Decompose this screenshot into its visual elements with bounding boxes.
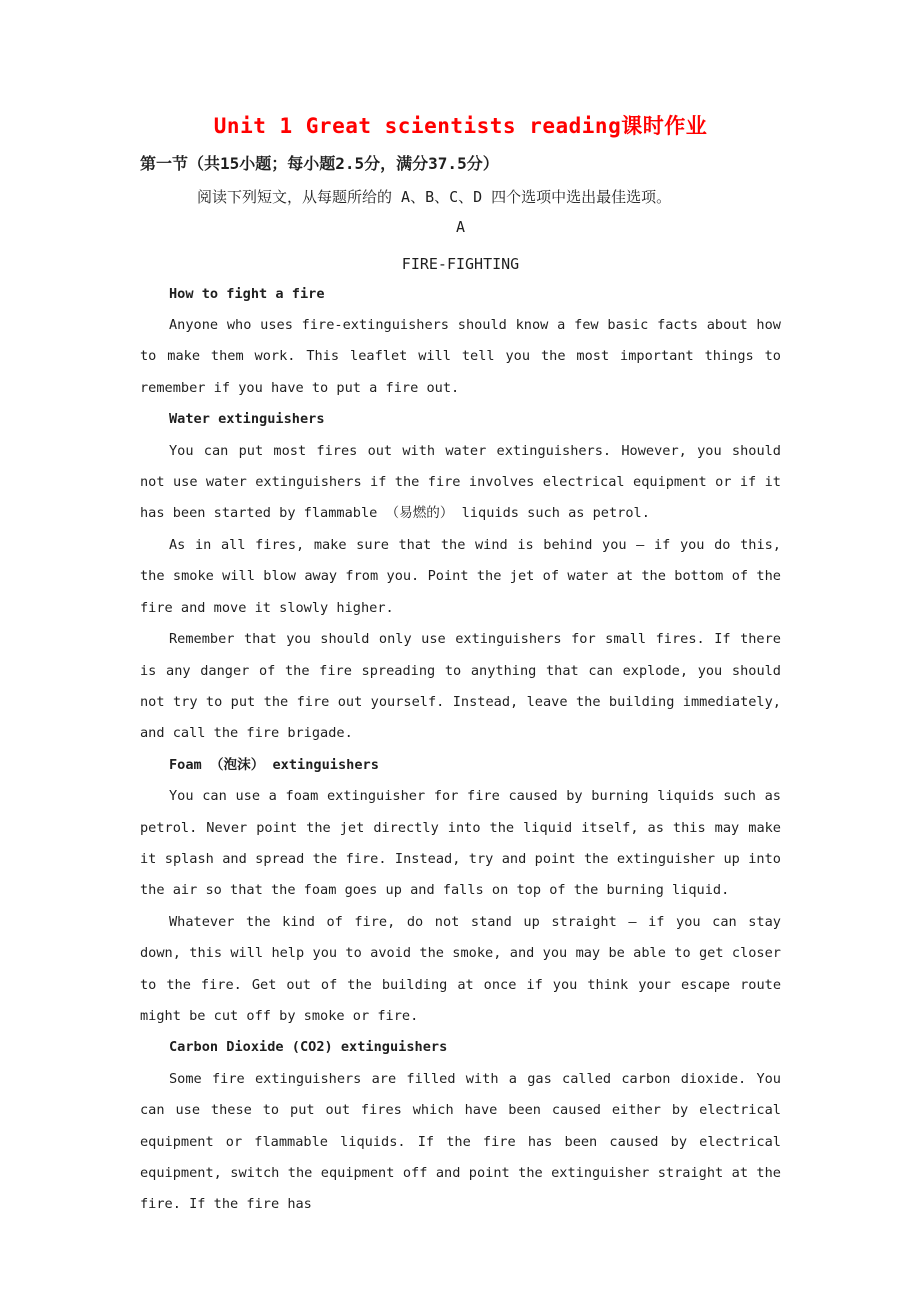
passage-paragraph: You can use a foam extinguisher for fire caused by burning liquids such as petrol. Never point the jet directly into the liquid itself, as this may make it splash and spread the fire. Instead, try and point the extinguisher up into the air so that the foam goes up and falls on top of the burning liquid. [140,788,781,899]
document-body [140,148,781,1221]
passage-label: A [455,217,466,236]
passage-paragraph: Whatever the kind of fire, do not stand up straight — if you can stay down, this will help you to avoid the smoke, and you may be able to get closer to the fire. Get out of the building at once if you think your escape route might be cut off by smoke or fire. [140,913,781,1024]
section-header: 第一节（共15小题；每小题2.5分，满分37.5分） [140,154,499,173]
passage-subheading-how-to-fight: How to fight a fire [169,285,325,302]
passage-paragraph: You can put most fires out with water extinguishers. However, you should not use water extinguishers if the fire involves electrical equipment or if it has been started by flammable （易燃的） liquids such as petrol. [140,442,781,522]
passage-subheading-co2-extinguishers: Carbon Dioxide (CO2) extinguishers [169,1039,448,1056]
passage-paragraph: Remember that you should only use extinguishers for small fires. If there is any danger of the fire spreading to anything that can explode, you should not try to put the fire out yourself. Instead, leave the building immediately, and call the fire brigade. [140,631,781,742]
passage-subheading-water-extinguishers: Water extinguishers [169,411,325,428]
passage-paragraph: Some fire extinguishers are filled with a gas called carbon dioxide. You can use these to put out fires which have been caused either by electrical equipment or flammable liquids. If the fire has been caused by electrical equipment, switch the equipment off and point the extinguisher straight at the fire. If the fire has [140,1070,781,1213]
passage-paragraph: As in all fires, make sure that the wind is behind you — if you do this, the smoke will blow away from you. Point the jet of water at the bottom of the fire and move it slowly higher. [140,536,781,616]
passage-subheading-foam-extinguishers: Foam （泡沫） extinguishers [169,756,379,773]
passage-title: FIRE-FIGHTING [401,255,520,274]
passage-paragraph: Anyone who uses fire-extinguishers should know a few basic facts about how to make them work. This leaflet will tell you the most important things to remember if you have to put a fire out. [140,317,781,396]
section-instructions: 阅读下列短文，从每题所给的 A、B、C、D 四个选项中选出最佳选项。 [197,188,672,207]
document-title: Unit 1 Great scientists reading课时作业 [213,114,708,138]
